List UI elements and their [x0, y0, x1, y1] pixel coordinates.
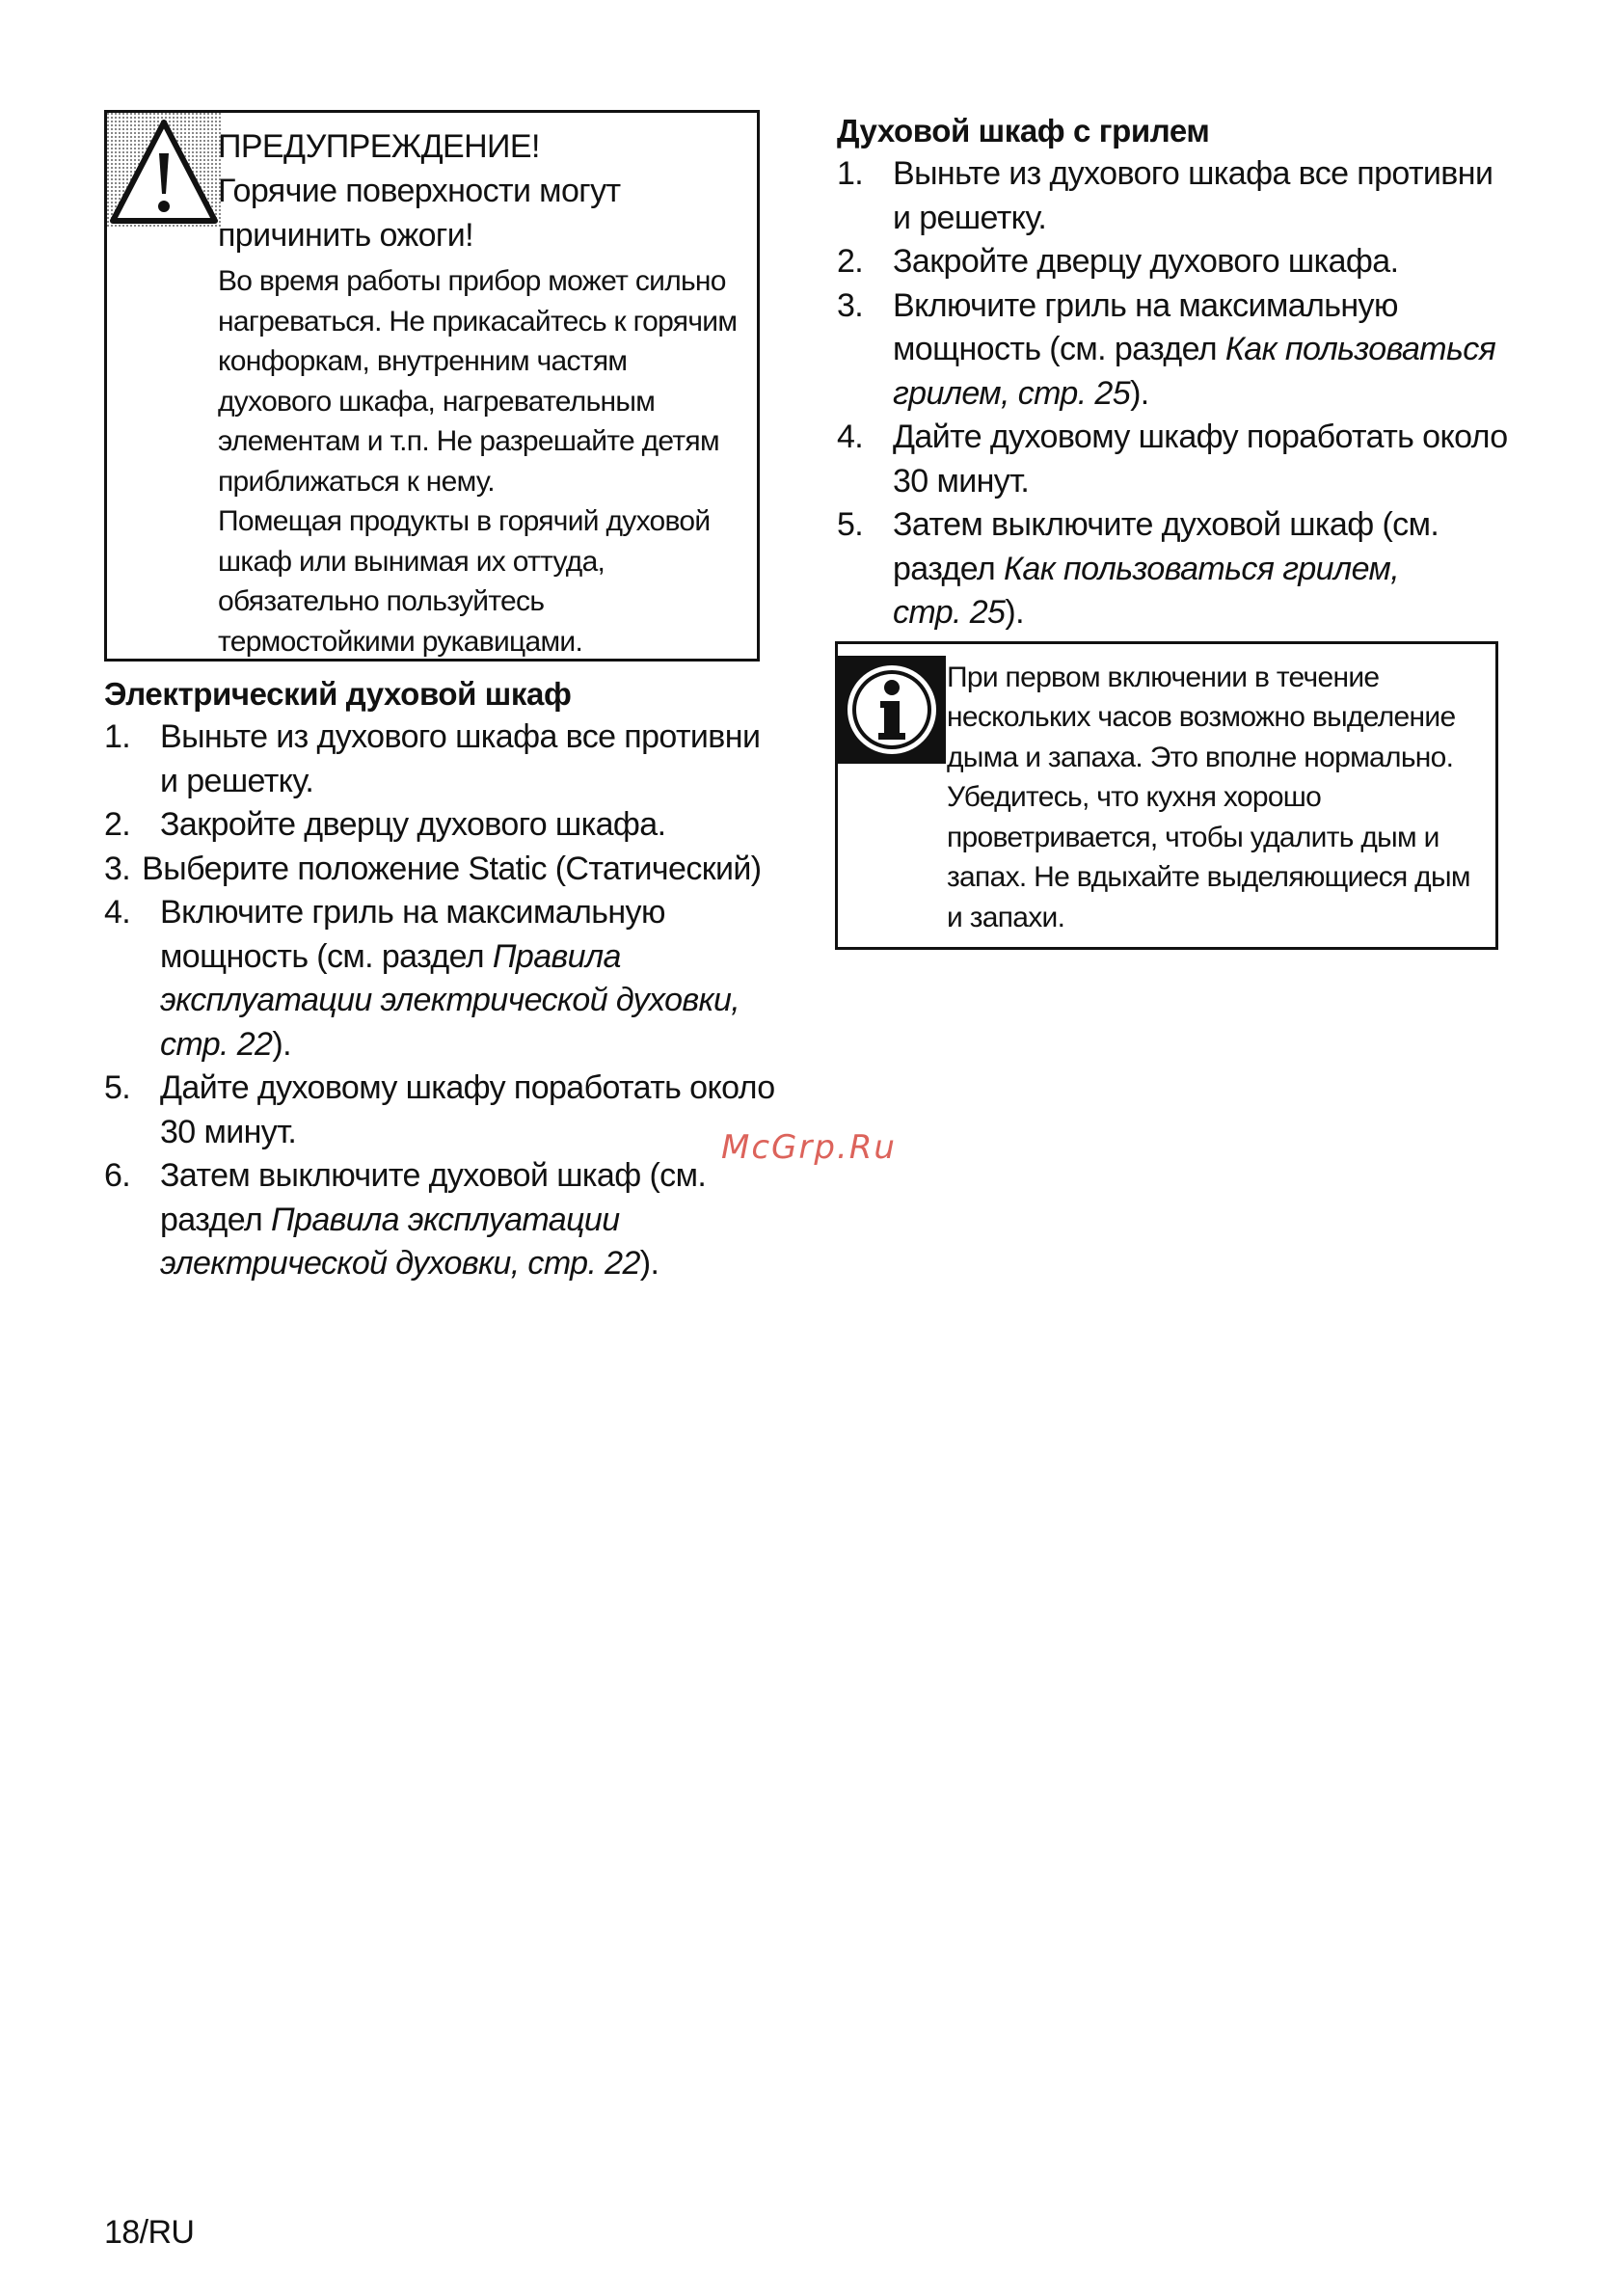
warning-body-line: духового шкафа, нагревательным [218, 385, 656, 418]
list-item [837, 284, 1531, 417]
step-line: Затем выключите духовой шкаф (см. [160, 1157, 707, 1194]
list-item [837, 416, 1531, 503]
warning-body-line: термостойкими рукавицами. [218, 625, 583, 658]
list-item [837, 240, 1531, 284]
warning-body-line: элементам и т.п. Не разрешайте детям [218, 425, 719, 457]
step-reference: электрической духовки, стр. 22 [160, 1245, 640, 1282]
step-line: Закройте дверцу духового шкафа. [160, 806, 666, 843]
step-line: 30 минут. [160, 1113, 297, 1150]
electric-oven-title: Электрический духовой шкаф [104, 676, 572, 712]
step-line: Затем выключите духовой шкаф (см. [893, 506, 1439, 543]
info-box [835, 641, 1498, 950]
info-line: дыма и запаха. Это вполне нормально. [947, 741, 1454, 773]
step-reference: стр. 22 [160, 1025, 273, 1063]
electric-oven-steps [104, 716, 798, 1286]
warning-triangle-icon [107, 113, 221, 227]
step-line: Включите гриль на максимальную [893, 286, 1398, 324]
step-line: Выберите положение Static (Статический) [142, 850, 762, 887]
info-line: и запахи. [947, 901, 1065, 933]
info-line: запах. Не вдыхайте выделяющиеся дым [947, 861, 1470, 893]
list-item [104, 716, 798, 803]
warning-body-line: шкаф или вынимая их оттуда, [218, 545, 605, 578]
step-line: 30 минут. [893, 462, 1030, 500]
step-number: 3. [837, 286, 864, 324]
step-number: 5. [837, 506, 864, 543]
step-reference: стр. 25 [893, 594, 1006, 631]
warning-body [218, 261, 751, 662]
step-number: 1. [837, 155, 864, 192]
grill-oven-steps [837, 152, 1531, 635]
step-number: 6. [104, 1157, 131, 1194]
step-number: 5. [104, 1069, 131, 1106]
warning-body-line: Помещая продукты в горячий духовой [218, 505, 711, 537]
step-text: ). [639, 1245, 659, 1282]
warning-text [218, 124, 751, 662]
list-item [837, 503, 1531, 635]
warning-body-line: нагреваться. Не прикасайтесь к горячим [218, 305, 738, 338]
warning-subheading-line: причинить ожоги! [218, 217, 473, 254]
watermark: McGrp.Ru [721, 1128, 897, 1167]
step-line: Дайте духовому шкафу поработать около [160, 1069, 775, 1106]
warning-body-line: Во время работы прибор может сильно [218, 265, 726, 297]
step-number: 2. [837, 243, 864, 280]
step-reference: Как пользоваться [1224, 331, 1496, 367]
step-text: раздел [160, 1201, 271, 1238]
step-line: и решетку. [893, 199, 1047, 236]
list-item [837, 152, 1531, 240]
warning-body-line: приближаться к нему. [218, 465, 495, 498]
step-number: 4. [104, 894, 131, 931]
warning-box [104, 110, 760, 662]
step-reference: Как пользоваться грилем, [1003, 550, 1400, 587]
info-line: При первом включении в течение [947, 661, 1380, 693]
info-line: Убедитесь, что кухня хорошо [947, 781, 1322, 813]
page-number: 18/RU [104, 2214, 195, 2251]
left-column [104, 110, 798, 1286]
info-text [947, 658, 1492, 938]
step-text: мощность (см. раздел [160, 937, 493, 975]
step-text: мощность (см. раздел [893, 331, 1225, 367]
warning-body-line: обязательно пользуйтесь [218, 585, 545, 617]
step-text: ). [272, 1025, 291, 1063]
step-line: и решетку. [160, 762, 314, 799]
list-item [104, 848, 798, 892]
step-number: 2. [104, 806, 131, 843]
right-column [837, 110, 1531, 950]
step-reference: Правила [492, 937, 621, 975]
list-item [104, 891, 798, 1067]
step-line: Дайте духовому шкафу поработать около [893, 419, 1508, 455]
step-reference: эксплуатации электрической духовки, [160, 982, 740, 1018]
step-number: 3. [104, 850, 131, 887]
list-item [104, 1067, 798, 1154]
warning-body-line: конфоркам, внутренним частям [218, 345, 628, 377]
warning-heading: ПРЕДУПРЕЖДЕНИЕ! [218, 128, 540, 165]
warning-subheading-line: Горячие поверхности могут [218, 173, 621, 209]
step-number: 4. [837, 419, 864, 455]
list-item [104, 803, 798, 848]
info-line: нескольких часов возможно выделение [947, 701, 1456, 733]
step-text: раздел [893, 550, 1004, 587]
info-icon [838, 656, 946, 764]
grill-oven-title: Духовой шкаф с грилем [837, 113, 1210, 149]
step-number: 1. [104, 718, 131, 755]
list-item [104, 1154, 798, 1286]
step-text: ). [1130, 374, 1149, 412]
step-line: Выньте из духового шкафа все противни [893, 155, 1493, 192]
step-text: ). [1005, 594, 1024, 631]
step-reference: Правила эксплуатации [270, 1201, 620, 1238]
step-line: Выньте из духового шкафа все противни [160, 718, 761, 755]
info-line: проветривается, чтобы удалить дым и [947, 821, 1439, 853]
step-line: Включите гриль на максимальную [160, 894, 665, 931]
step-line: Закройте дверцу духового шкафа. [893, 243, 1399, 280]
step-reference: грилем, стр. 25 [893, 374, 1131, 412]
